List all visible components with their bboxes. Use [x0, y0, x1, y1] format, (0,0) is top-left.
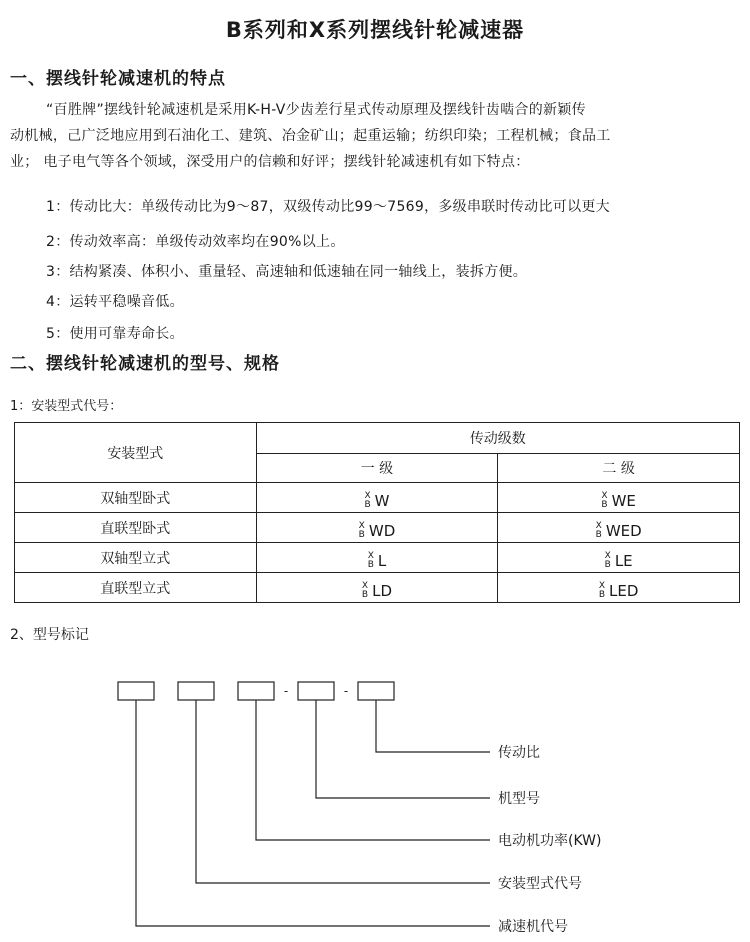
header-stage-two: 二 级 [498, 454, 740, 483]
intro-line-2: 动机械，己广泛地应用到石油化工、建筑、冶金矿山；起重运输；纺织印染；工程机械；食品工 [10, 128, 611, 144]
xb-bottom: B [604, 559, 611, 570]
header-install-type: 安装型式 [15, 423, 257, 483]
xb-bottom: B [361, 589, 369, 600]
intro-line-1: “百胜牌”摆线针轮减速机是采用K-H-V少齿差行星式传动原理及摆线针齿啮合的新颖传 [46, 102, 586, 118]
xb-top: X [598, 580, 606, 591]
row-code-two [498, 483, 740, 513]
install-type-table [14, 422, 740, 603]
row-install-type: 双轴型立式 [15, 543, 257, 573]
feature-1: 1：传动比大：单级传动比为9～87，双级传动比99～7569，多级串联时传动比可以更大 [46, 199, 610, 215]
code-box-model [298, 682, 334, 700]
feature-2: 2：传动效率高：单级传动效率均在90%以上。 [46, 234, 345, 250]
xb-bottom: B [595, 529, 602, 540]
row-install-type: 双轴型卧式 [15, 483, 257, 513]
leader-power [256, 700, 490, 840]
intro-line-3: 业； 电子电气等各个领域，深受用户的信赖和好评；摆线针轮减速机有如下特点： [10, 154, 530, 170]
table-row [15, 573, 740, 603]
code-text: WED [605, 521, 642, 540]
xb-bottom: B [358, 529, 365, 540]
xb-top: X [595, 520, 602, 531]
section1-intro [10, 97, 744, 175]
section2-heading: 二、摆线针轮减速机的型号、规格 [10, 354, 280, 374]
label-model: 机型号 [498, 791, 540, 807]
code-box-reducer [118, 682, 154, 700]
leader-reducer [136, 700, 490, 926]
separator-2: - [343, 684, 349, 698]
row-code-one [256, 483, 498, 513]
table-row [15, 483, 740, 513]
row-install-type: 直联型立式 [15, 573, 257, 603]
xb-top: X [367, 550, 374, 561]
row-install-type: 直联型卧式 [15, 513, 257, 543]
xb-top: X [604, 550, 611, 561]
install-code-subheading: 1：安装型式代号： [10, 399, 123, 414]
leader-install [196, 700, 490, 883]
label-power: 电动机功率(KW) [498, 833, 602, 849]
section1-heading: 一、摆线针轮减速机的特点 [10, 69, 226, 89]
code-box-power [238, 682, 274, 700]
label-reducer-code: 减速机代号 [498, 919, 568, 935]
code-text: WE [611, 491, 636, 510]
xb-top: X [601, 490, 608, 501]
label-install-code: 安装型式代号 [498, 876, 582, 892]
table-row [15, 543, 740, 573]
row-code-two [498, 573, 740, 603]
xb-top: X [358, 520, 365, 531]
row-code-one [256, 513, 498, 543]
row-code-one [256, 573, 498, 603]
xb-bottom: B [598, 589, 606, 600]
code-text: LE [614, 551, 633, 570]
xb-bottom: B [364, 499, 371, 510]
feature-3: 3：结构紧凑、体积小、重量轻、高速轴和低速轴在同一轴线上，装拆方便。 [46, 264, 528, 280]
code-text: LD [372, 581, 393, 600]
label-ratio: 传动比 [498, 745, 540, 761]
separator-1: - [283, 684, 289, 698]
code-text: LED [609, 581, 639, 600]
leader-model [316, 700, 490, 798]
header-stage-one: 一 级 [256, 454, 498, 483]
code-text: WD [368, 521, 396, 540]
row-code-two [498, 543, 740, 573]
code-text: W [374, 491, 390, 510]
code-box-ratio [358, 682, 394, 700]
page-title: B系列和X系列摆线针轮减速器 [225, 18, 525, 42]
header-stages: 传动级数 [256, 423, 739, 454]
code-text: L [377, 551, 387, 570]
model-code-lines [0, 668, 750, 942]
feature-4: 4：运转平稳噪音低。 [46, 294, 184, 310]
table-row [15, 513, 740, 543]
code-box-install [178, 682, 214, 700]
model-mark-subheading: 2、型号标记 [10, 627, 89, 643]
leader-ratio [376, 700, 490, 752]
model-code-diagram [0, 668, 750, 942]
xb-bottom: B [367, 559, 374, 570]
row-code-one [256, 543, 498, 573]
row-code-two [498, 513, 740, 543]
xb-bottom: B [601, 499, 608, 510]
xb-top: X [364, 490, 371, 501]
feature-5: 5：使用可靠寿命长。 [46, 326, 184, 342]
xb-top: X [361, 580, 369, 591]
